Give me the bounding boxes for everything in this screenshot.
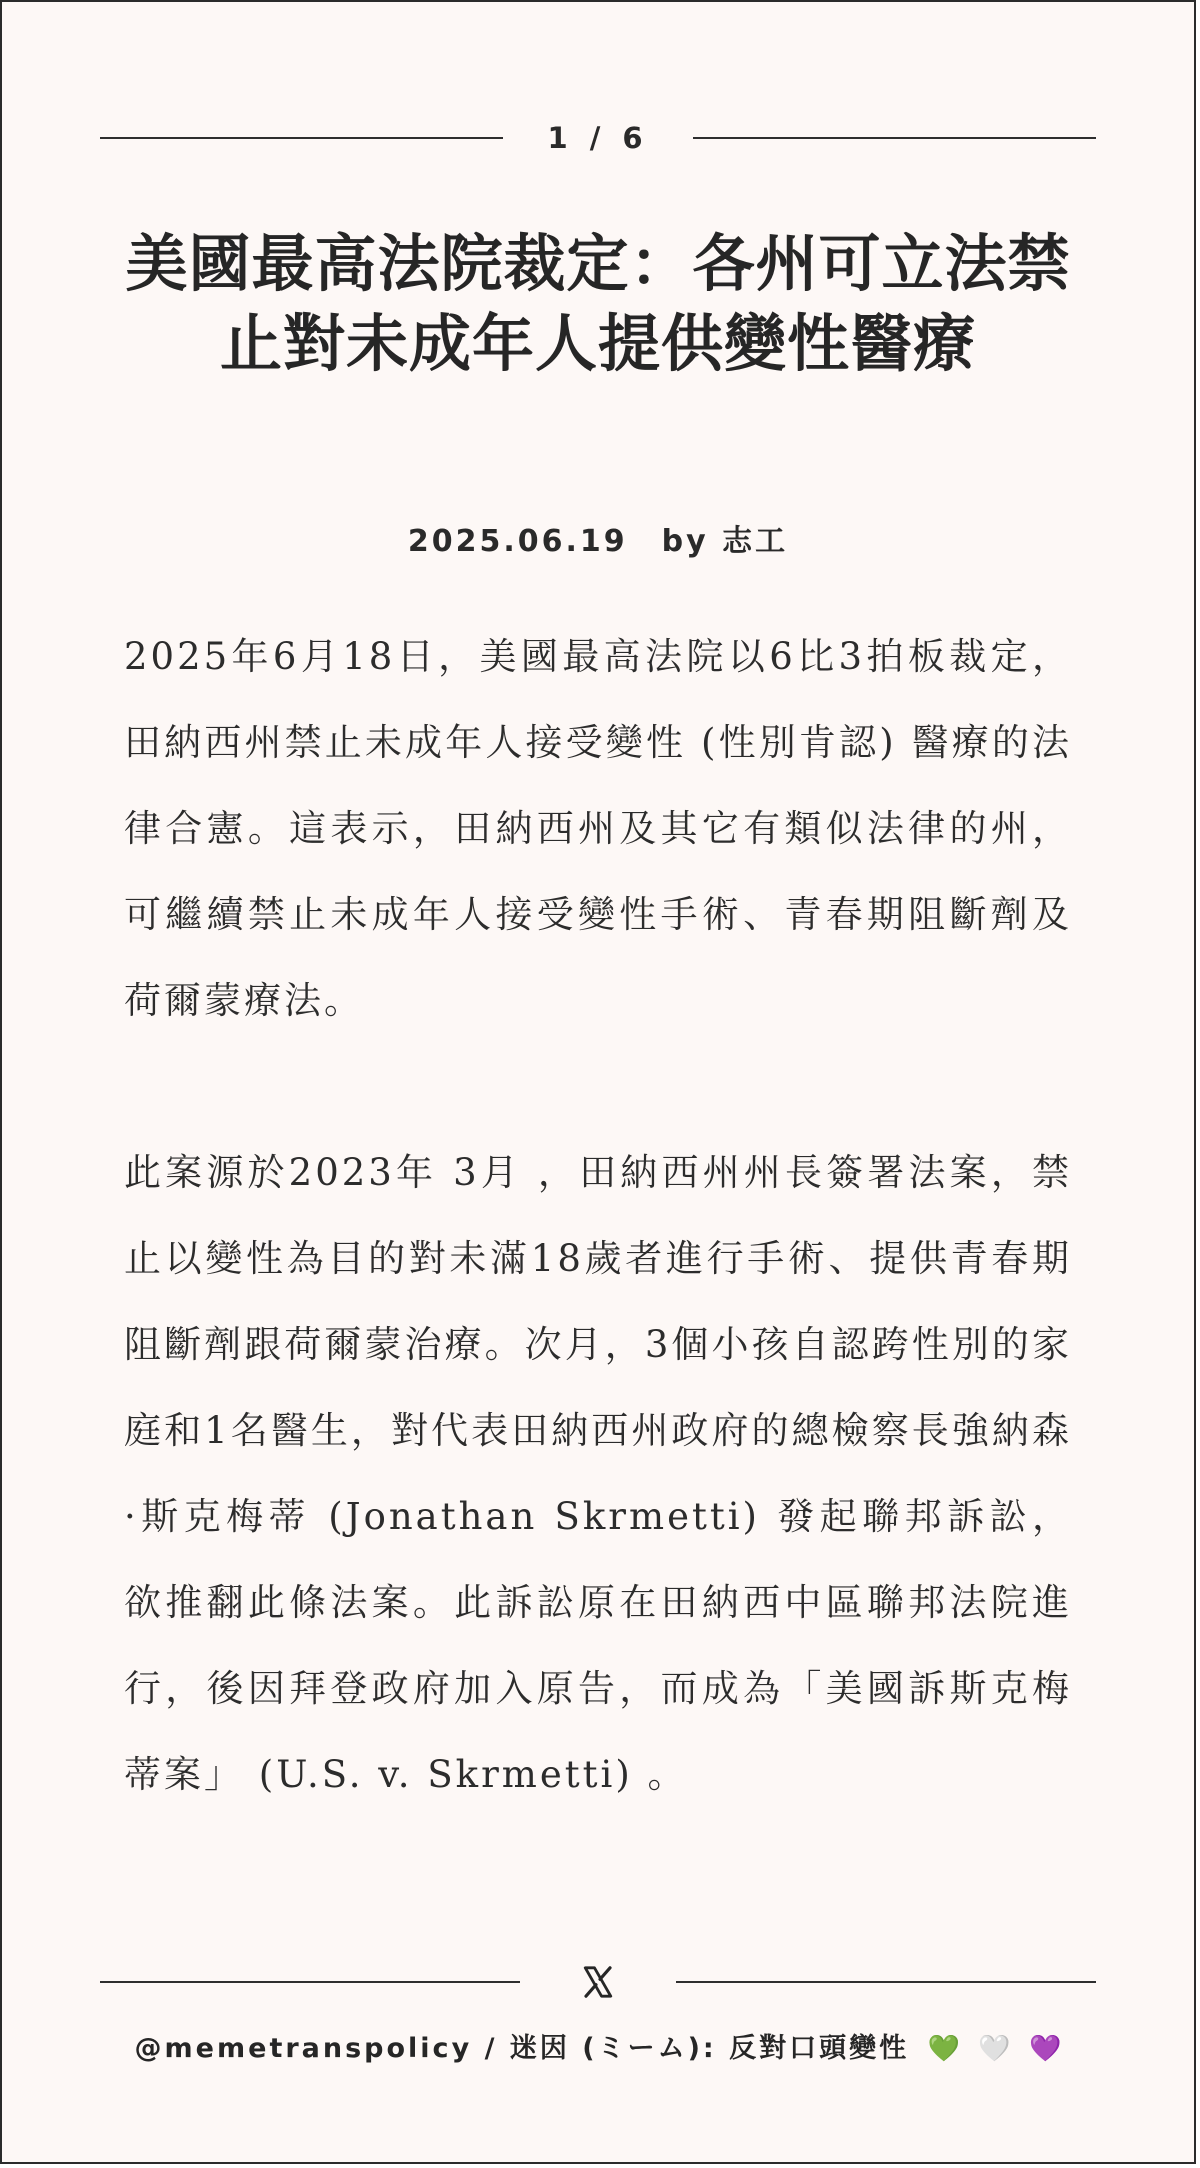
account-credit: @memetranspolicy / 迷因 (ミーム): 反對口頭變性 — [134, 2033, 910, 2064]
article-title: 美國最高法院裁定：各州可立法禁止對未成年人提供變性醫療 — [125, 227, 1071, 380]
divider-left — [100, 137, 503, 139]
paragraph: 2025年6月18日，美國最高法院以6比3拍板裁定，田納西州禁止未成年人接受變性 (性別肯認) 醫療的法律合憲。這表示，田納西州及其它有類似法律的州，可繼續禁止未成年人接受變性手術、青春期阻斷劑及荷爾蒙療法。 — [124, 635, 1072, 1022]
white-heart-icon: 🤍 — [978, 2034, 1011, 2064]
article-body — [124, 614, 1072, 1818]
page-indicator: 1 / 6 — [547, 121, 649, 155]
divider-right — [693, 137, 1096, 139]
green-heart-icon: 💚 — [927, 2034, 960, 2064]
footer-credit — [62, 2026, 1134, 2065]
page-indicator-bar — [100, 120, 1096, 156]
article-author: by 志工 — [661, 524, 789, 559]
divider-left — [100, 1981, 520, 1983]
x-logo-icon — [520, 1965, 676, 1999]
paragraph: 此案源於2023年 3月 ，田納西州州長簽署法案，禁止以變性為目的對未滿18歲者進行手術、提供青春期阻斷劑跟荷爾蒙治療。次月，3個小孩自認跨性別的家庭和1名醫生，對代表田納西州政府的總檢察長強納森·斯克梅蒂 (Jonathan Skrmetti) 發起聯邦訴訟，欲推翻此條法案。此訴訟原在田納西中區聯邦法院進行，後因拜登政府加入原告，而成為「美國訴斯克梅蒂案」 (U.S. v. Skrmetti) 。 — [124, 1151, 1072, 1796]
article-meta — [102, 516, 1094, 560]
divider-right — [676, 1981, 1096, 1983]
article-date: 2025.06.19 — [407, 524, 628, 559]
purple-heart-icon: 💜 — [1029, 2034, 1062, 2064]
footer-divider — [100, 1962, 1096, 2002]
